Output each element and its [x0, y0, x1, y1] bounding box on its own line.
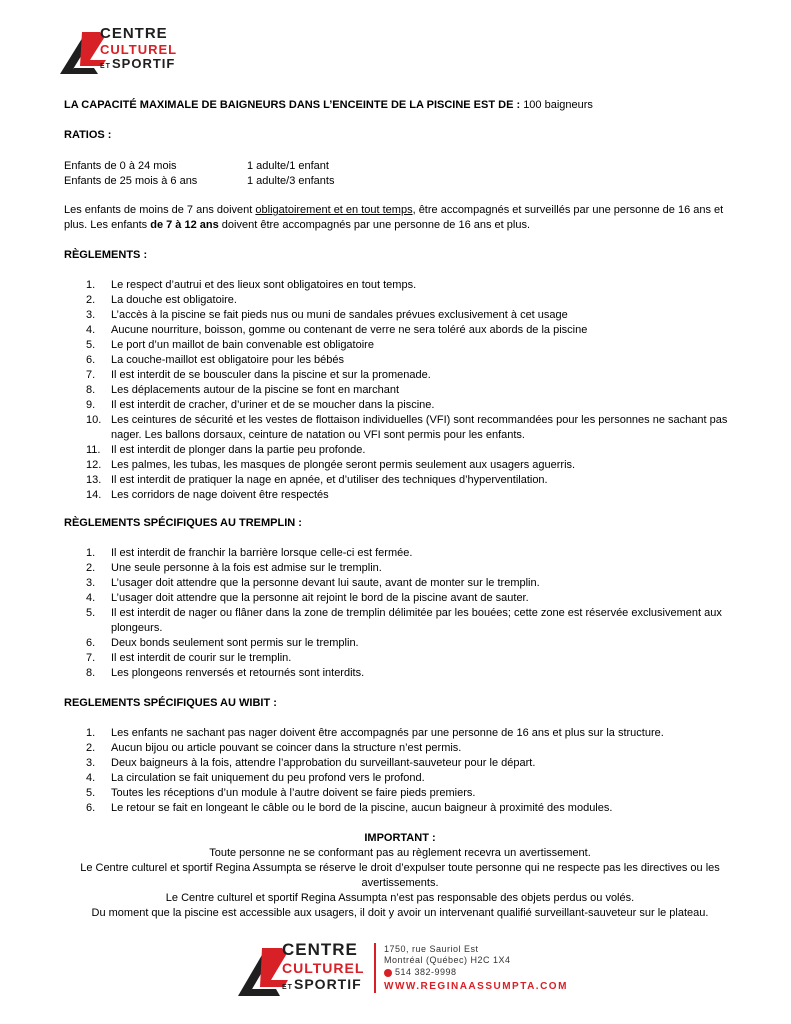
- list-item: [64, 546, 744, 561]
- list-item-number: 3.: [86, 757, 96, 769]
- important-line: Le Centre culturel et sportif Regina Assumpta se réserve le droit d’expulser toute personne qui ne respecte pas les directives ou les avertissements.: [80, 862, 720, 889]
- supervision-text-3: doivent être accompagnés par une personne de 16 ans et plus.: [221, 219, 531, 231]
- footer-contact: [374, 943, 574, 993]
- list-item-text: L’usager doit attendre que la personne devant lui saute, avant de monter sur le tremplin.: [111, 577, 540, 589]
- footer-logo: [238, 942, 370, 998]
- list-item: [64, 488, 744, 503]
- list-item: [64, 293, 744, 308]
- header-logo: [60, 26, 180, 76]
- list-item-text: Il est interdit de pratiquer la nage en apnée, et d’utiliser des techniques d’hyperventilation.: [111, 474, 548, 486]
- list-item-number: 14.: [86, 489, 102, 501]
- capacity-line: [64, 98, 744, 113]
- list-item-number: 7.: [86, 369, 96, 381]
- list-item-number: 3.: [86, 577, 96, 589]
- list-item: [64, 786, 744, 801]
- list-item-number: 5.: [86, 787, 96, 799]
- important-line: Le Centre culturel et sportif Regina Assumpta n’est pas responsable des objets perdus ou volés.: [165, 892, 635, 904]
- ratio-row: [64, 159, 744, 174]
- list-item: [64, 636, 744, 651]
- list-item-number: 8.: [86, 667, 96, 679]
- wibit-heading: REGLEMENTS SPÉCIFIQUES AU WIBIT :: [64, 697, 277, 709]
- ratios-heading: RATIOS :: [64, 129, 112, 141]
- ratio-age: Enfants de 0 à 24 mois: [64, 160, 177, 172]
- list-item-number: 4.: [86, 324, 96, 336]
- ratio-row: [64, 174, 744, 189]
- list-item: [64, 591, 744, 606]
- list-item-text: Aucun bijou ou article pouvant se coincer dans la structure n’est permis.: [111, 742, 462, 754]
- list-item: [64, 473, 744, 488]
- list-item: [64, 576, 744, 591]
- logo-line-culturel: CULTUREL: [282, 960, 365, 976]
- footer-divider: [374, 943, 376, 993]
- list-item-number: 8.: [86, 384, 96, 396]
- wibit-list: [64, 726, 744, 816]
- list-item: [64, 458, 744, 473]
- list-item-number: 4.: [86, 772, 96, 784]
- list-item: [64, 741, 744, 756]
- logo-line-sportif: SPORTIF: [112, 56, 176, 71]
- phone-icon: [384, 969, 392, 977]
- list-item-number: 6.: [86, 802, 96, 814]
- important-line: Toute personne ne se conformant pas au règlement recevra un avertissement.: [209, 847, 591, 859]
- list-item-text: Il est interdit de cracher, d’uriner et de se moucher dans la piscine.: [111, 399, 435, 411]
- list-item-text: Aucune nourriture, boisson, gomme ou contenant de verre ne sera toléré aux abords de la piscine: [111, 324, 588, 336]
- list-item: [64, 666, 744, 681]
- logo-line-et: ET: [100, 63, 111, 70]
- footer-phone: [384, 967, 457, 978]
- list-item: [64, 398, 744, 413]
- list-item-number: 7.: [86, 652, 96, 664]
- ratios-table: [64, 159, 744, 189]
- list-item-text: Il est interdit de nager ou flâner dans la zone de tremplin délimitée par les bouées; cette zone est réservée exclusivement aux plongeurs.: [111, 607, 722, 634]
- list-item-number: 9.: [86, 399, 96, 411]
- list-item: [64, 278, 744, 293]
- list-item-text: Toutes les réceptions d’un module à l’autre doivent se faire pieds premiers.: [111, 787, 476, 799]
- list-item-text: Les corridors de nage doivent être respectés: [111, 489, 329, 501]
- footer-website-link[interactable]: WWW.REGINAASSUMPTA.COM: [384, 981, 568, 992]
- list-item: [64, 383, 744, 398]
- reglements-heading: RÈGLEMENTS :: [64, 249, 148, 261]
- tremplin-heading: RÈGLEMENTS SPÉCIFIQUES AU TREMPLIN :: [64, 517, 302, 529]
- list-item-text: Le retour se fait en longeant le câble ou le bord de la piscine, aucun baigneur à proximité des modules.: [111, 802, 613, 814]
- list-item-number: 1.: [86, 279, 96, 291]
- list-item-text: Le port d’un maillot de bain convenable est obligatoire: [111, 339, 374, 351]
- list-item-text: La couche-maillot est obligatoire pour les bébés: [111, 354, 344, 366]
- list-item-number: 1.: [86, 547, 96, 559]
- list-item-text: Les ceintures de sécurité et les vestes de flottaison individuelles (VFI) sont recommandées pour les personnes ne sachant pas nager. Les ballons dorsaux, ceinture de natation ou VFI sont permis pour les enfants.: [111, 414, 728, 441]
- list-item-number: 13.: [86, 474, 102, 486]
- supervision-text-1: Les enfants de moins de 7 ans doivent: [64, 204, 253, 216]
- supervision-bold-age: de 7 à 12 ans: [150, 219, 219, 231]
- list-item-text: La circulation se fait uniquement du peu profond vers le profond.: [111, 772, 425, 784]
- logo-line-centre: CENTRE: [282, 940, 358, 959]
- ratio-value: 1 adulte/1 enfant: [247, 160, 329, 172]
- list-item: [64, 606, 744, 636]
- list-item: [64, 801, 744, 816]
- reglements-list: [64, 278, 744, 503]
- list-item-number: 2.: [86, 294, 96, 306]
- list-item: [64, 413, 744, 443]
- list-item-number: 3.: [86, 309, 96, 321]
- list-item: [64, 771, 744, 786]
- logo-line-culturel: CULTUREL: [100, 42, 178, 57]
- list-item-text: Deux bonds seulement sont permis sur le tremplin.: [111, 637, 359, 649]
- list-item-text: Les enfants ne sachant pas nager doivent être accompagnés par une personne de 16 ans et plus sur la structure.: [111, 727, 664, 739]
- list-item: [64, 443, 744, 458]
- list-item-number: 12.: [86, 459, 102, 471]
- list-item-text: Deux baigneurs à la fois, attendre l’approbation du surveillant-sauveteur pour le départ.: [111, 757, 536, 769]
- footer-address-2: Montréal (Québec) H2C 1X4: [384, 955, 511, 965]
- list-item: [64, 338, 744, 353]
- list-item-text: Une seule personne à la fois est admise sur le tremplin.: [111, 562, 382, 574]
- logo-line-centre: CENTRE: [100, 25, 168, 42]
- list-item-text: Il est interdit de se bousculer dans la piscine et sur la promenade.: [111, 369, 431, 381]
- list-item: [64, 726, 744, 741]
- list-item-text: Il est interdit de courir sur le tremplin.: [111, 652, 292, 664]
- supervision-paragraph: [64, 203, 744, 233]
- logo-line-et: ET: [282, 984, 293, 991]
- tremplin-list: [64, 546, 744, 681]
- logo-line-sportif: SPORTIF: [294, 976, 362, 992]
- list-item: [64, 308, 744, 323]
- footer-phone-number: 514 382-9998: [395, 967, 457, 977]
- important-line: Du moment que la piscine est accessible aux usagers, il doit y avoir un intervenant qualifié surveillant-sauveteur sur le plateau.: [91, 907, 709, 919]
- list-item-number: 2.: [86, 562, 96, 574]
- important-heading: IMPORTANT :: [364, 832, 436, 844]
- list-item-text: Le respect d’autrui et des lieux sont obligatoires en tout temps.: [111, 279, 417, 291]
- list-item-number: 2.: [86, 742, 96, 754]
- list-item: [64, 323, 744, 338]
- list-item: [64, 368, 744, 383]
- list-item: [64, 651, 744, 666]
- list-item-number: 6.: [86, 637, 96, 649]
- list-item-number: 1.: [86, 727, 96, 739]
- ratio-age: Enfants de 25 mois à 6 ans: [64, 175, 198, 187]
- list-item: [64, 561, 744, 576]
- list-item-number: 6.: [86, 354, 96, 366]
- list-item-text: L’accès à la piscine se fait pieds nus ou muni de sandales prévues exclusivement à cet usage: [111, 309, 568, 321]
- list-item-text: Les palmes, les tubas, les masques de plongée seront permis seulement aux usagers aguerris.: [111, 459, 576, 471]
- footer-address-1: 1750, rue Sauriol Est: [384, 944, 479, 954]
- list-item-number: 10.: [86, 414, 102, 426]
- list-item-text: Il est interdit de plonger dans la partie peu profonde.: [111, 444, 366, 456]
- list-item-text: Il est interdit de franchir la barrière lorsque celle-ci est fermée.: [111, 547, 413, 559]
- list-item-number: 4.: [86, 592, 96, 604]
- list-item-text: Les déplacements autour de la piscine se font en marchant: [111, 384, 400, 396]
- supervision-text-2: , être accompagnés et surveillés par une personne de 16 ans et plus. Les enfants: [64, 204, 724, 231]
- list-item-text: La douche est obligatoire.: [111, 294, 237, 306]
- supervision-underlined: obligatoirement et en tout temps: [255, 204, 413, 216]
- list-item-number: 11.: [86, 444, 101, 456]
- list-item-text: L’usager doit attendre que la personne ait rejoint le bord de la piscine avant de sauter.: [111, 592, 529, 604]
- list-item-text: Les plongeons renversés et retournés sont interdits.: [111, 667, 365, 679]
- list-item-number: 5.: [86, 607, 96, 619]
- ratio-value: 1 adulte/3 enfants: [247, 175, 335, 187]
- list-item-number: 5.: [86, 339, 96, 351]
- capacity-label: LA CAPACITÉ MAXIMALE DE BAIGNEURS DANS L’ENCEINTE DE LA PISCINE EST DE :: [64, 99, 521, 111]
- capacity-value: 100 baigneurs: [523, 99, 593, 111]
- list-item: [64, 756, 744, 771]
- list-item: [64, 353, 744, 368]
